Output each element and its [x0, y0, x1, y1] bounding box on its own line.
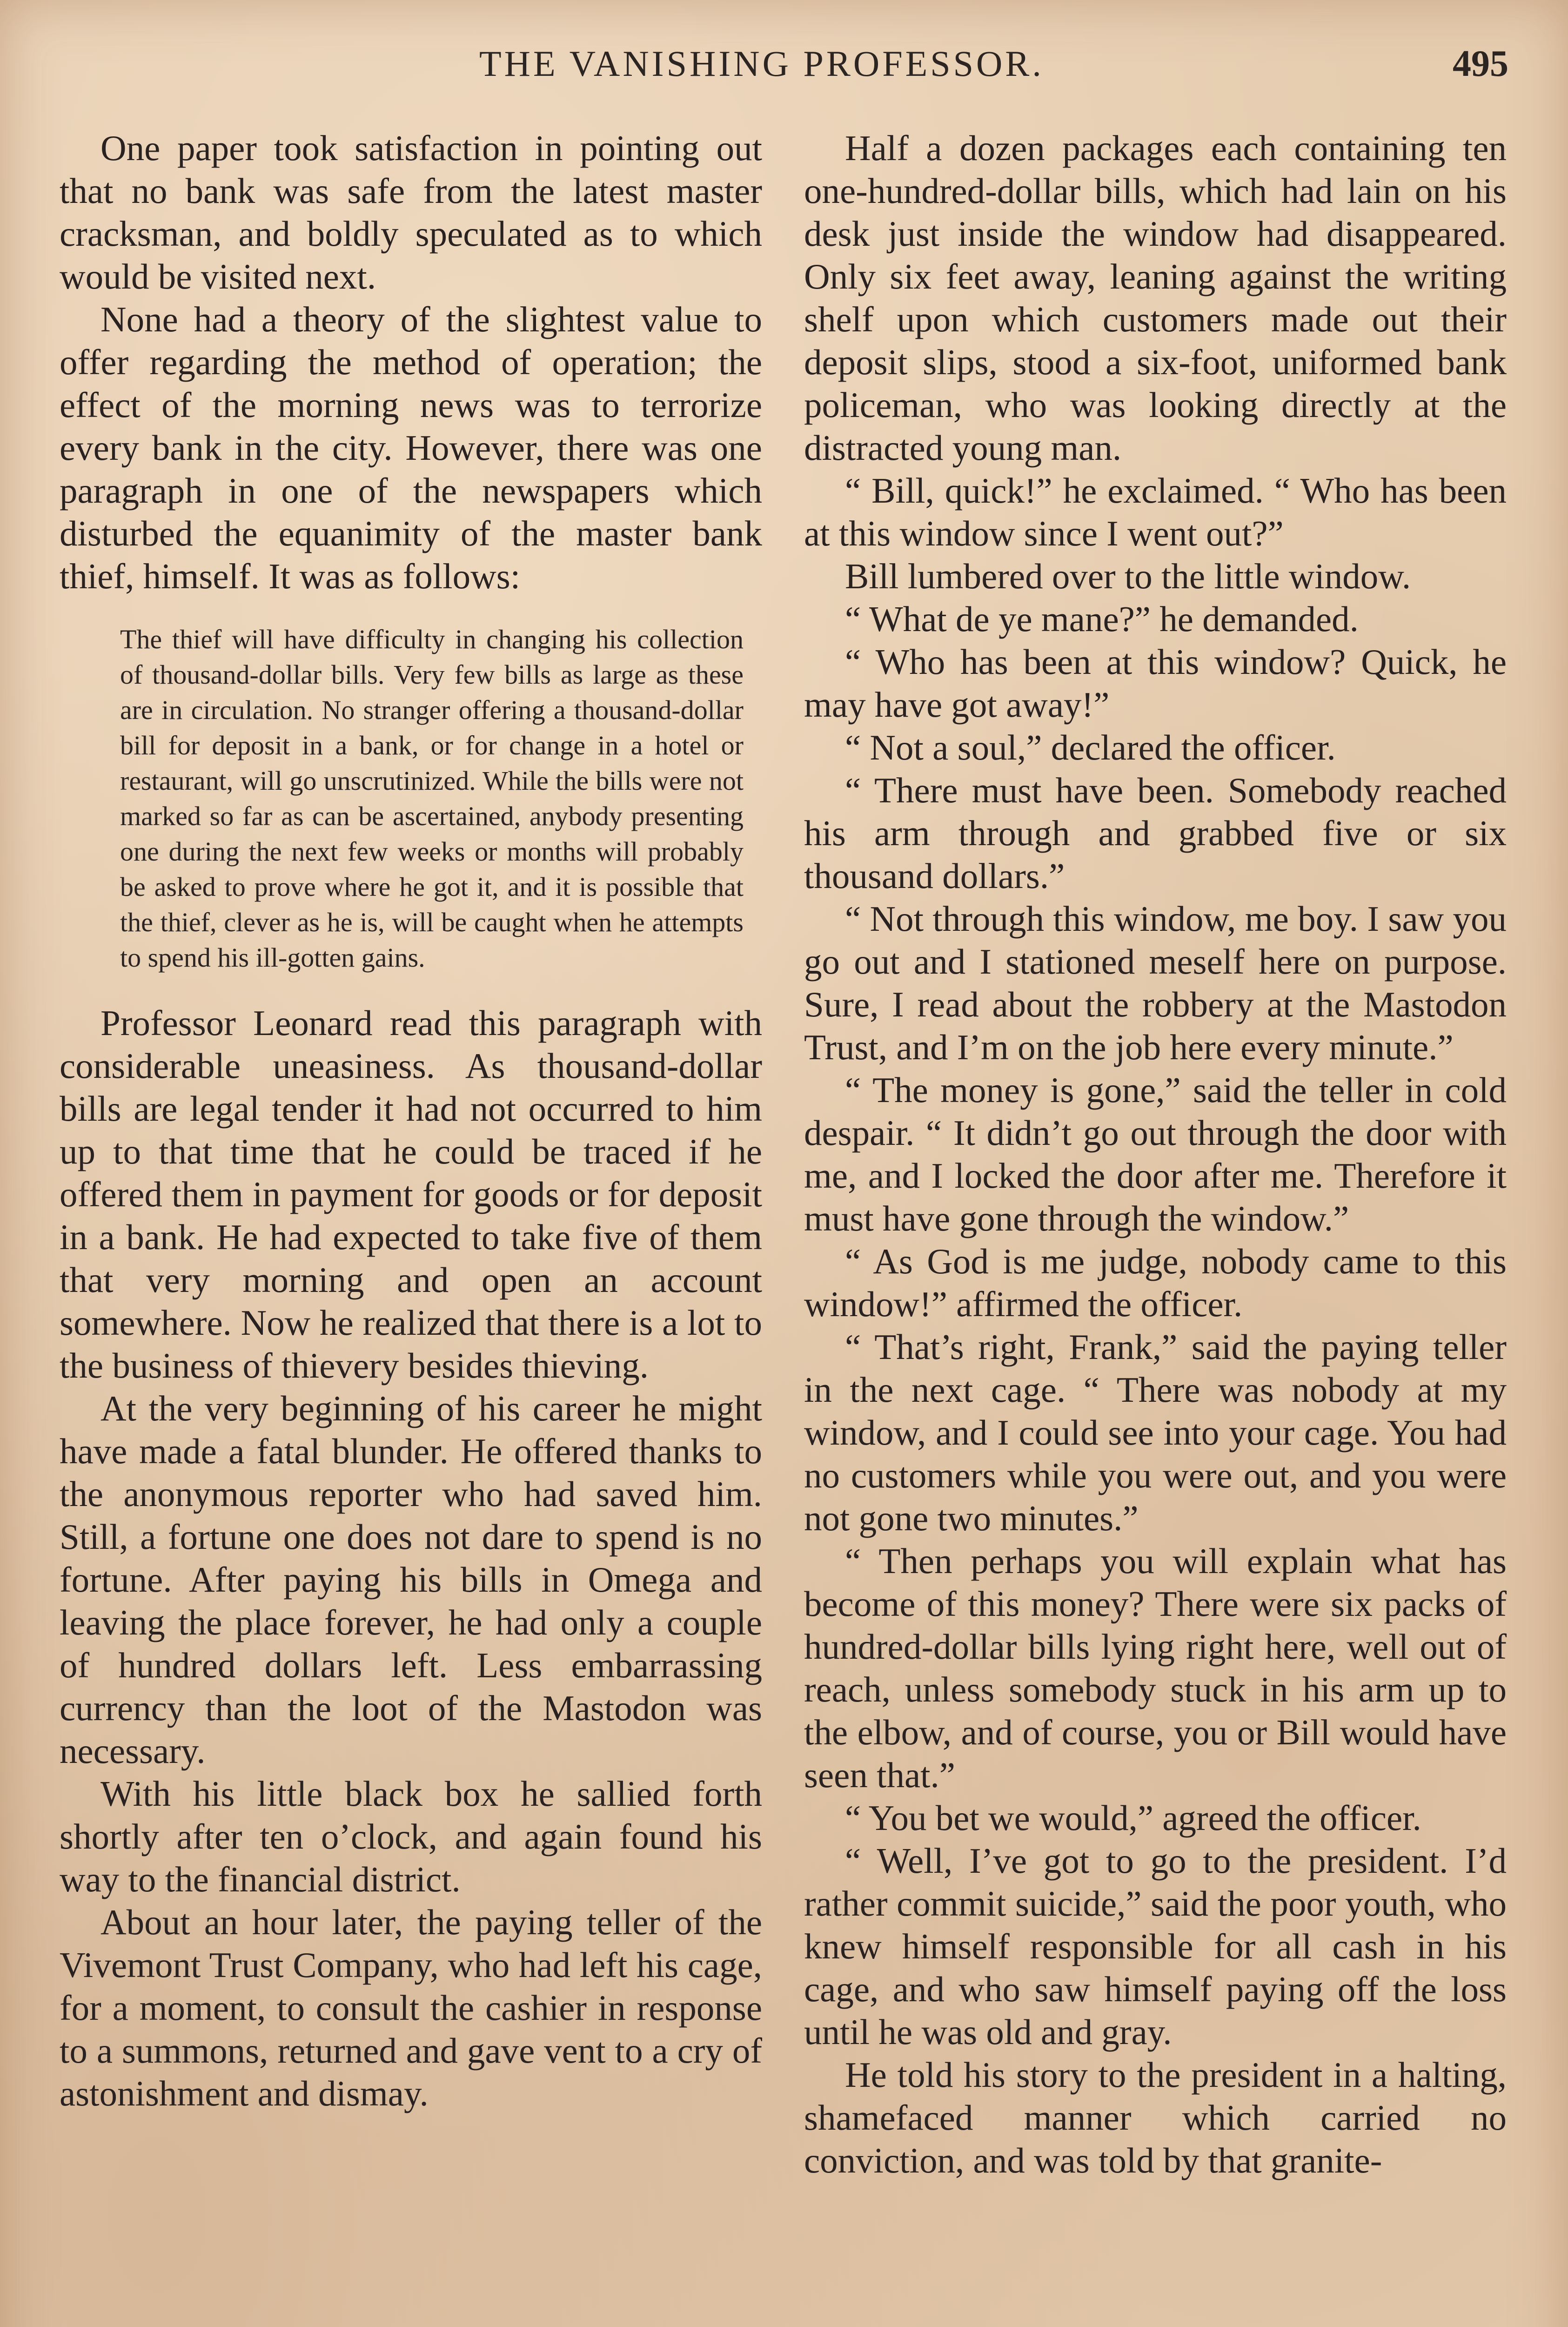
paragraph: “ Who has been at this window? Quick, he may have got away!” [804, 642, 1507, 725]
paragraph: With his little black box he sallied forth shortly after ten o’clock, and again found his way to the financial district. [60, 1774, 762, 1899]
paragraph: Half a dozen packages each containing ten one-hundred-dollar bills, which had lain on his desk just inside the window had disappeared. Only six feet away, leaning against the writing shelf upon which customers made out their deposit slips, stood a six-foot, uniformed bank policeman, who was looking directly at the distracted young man. [804, 128, 1507, 468]
left-column [60, 127, 762, 2115]
right-column [804, 127, 1507, 2182]
paragraph: “ Not a soul,” declared the officer. [845, 727, 1336, 767]
paragraph: “ Well, I’ve got to go to the president. I’d rather commit suicide,” said the poor youth, who knew himself responsible for all cash in his cage, and who saw himself paying off the loss until he was old and gray. [804, 1841, 1507, 2052]
running-title: THE VANISHING PROFESSOR. [479, 43, 1044, 84]
paragraph: “ Not through this window, me boy. I saw you go out and I stationed meself here on purpose. Sure, I read about the robbery at the Mastodon Trust, and I’m on the job here every minute.” [804, 899, 1507, 1067]
paragraph: “ Bill, quick!” he exclaimed. “ Who has been at this window since I went out?” [804, 471, 1507, 553]
page-number: 495 [1453, 43, 1508, 84]
paragraph: “ Then perhaps you will explain what has become of this money? There were six packs of hundred-dollar bills lying right here, well out of reach, unless somebody stuck in his arm up to the elbow, and of course, you or Bill would have seen that.” [804, 1541, 1507, 1795]
paragraph: He told his story to the president in a halting, shamefaced manner which carried no conviction, and was told by that granite- [804, 2055, 1507, 2180]
paragraph: Professor Leonard read this paragraph with considerable uneasiness. As thousand-dollar bills are legal tender it had not occurred to him up to that time that he could be traced if he offered them in payment for goods or for deposit in a bank. He had expected to take five of them that very morning and open an account somewhere. Now he realized that there is a lot to the business of thievery besides thieving. [60, 1003, 762, 1385]
paragraph: One paper took satisfaction in pointing out that no bank was safe from the latest master cracksman, and boldly speculated as to which would be visited next. [60, 128, 762, 296]
paragraph: Bill lumbered over to the little window. [845, 556, 1411, 596]
paragraph: “ What de ye mane?” he demanded. [845, 599, 1359, 639]
paragraph: About an hour later, the paying teller of the Vivemont Trust Company, who had left his cage, for a moment, to consult the cashier in response to a summons, returned and gave vent to a cry of astonishment and dismay. [60, 1902, 762, 2113]
paragraph: None had a theory of the slightest value to offer regarding the method of operation; the effect of the morning news was to terrorize every bank in the city. However, there was one paragraph in one of the newspapers which disturbed the equanimity of the master bank thief, himself. It was as follows: [60, 299, 762, 596]
paragraph: “ That’s right, Frank,” said the paying teller in the next cage. “ There was nobody at my window, and I could see into your cage. You had no customers while you were out, and you were not gone two minutes.” [804, 1327, 1507, 1538]
paragraph: “ As God is me judge, nobody came to this window!” affirmed the officer. [804, 1241, 1507, 1324]
paragraph: At the very beginning of his career he might have made a fatal blunder. He offered thanks to the anonymous reporter who had saved him. Still, a fortune one does not dare to spend is no fortune. After paying his bills in Omega and leaving the place forever, he had only a couple of hundred dollars left. Less embarrassing currency than the loot of the Mastodon was necessary. [60, 1388, 762, 1771]
paragraph: “ You bet we would,” agreed the officer. [845, 1798, 1421, 1838]
paragraph: “ There must have been. Somebody reached his arm through and grabbed five or six thousand dollars.” [804, 770, 1507, 896]
newspaper-quote: The thief will have difficulty in changing his collection of thousand-dollar bills. Very few bills as large as these are in circulation. No stranger offering a thousand-dollar bill for deposit in a bank, or for change in a hotel or restaurant, will go unscrutinized. While the bills were not marked so far as can be ascertained, anybody presenting one during the next few weeks or months will probably be asked to prove where he got it, and it is possible that the thief, clever as he is, will be caught when he attempts to spend his ill-gotten gains. [120, 624, 744, 973]
paragraph: “ The money is gone,” said the teller in cold despair. “ It didn’t go out through the door with me, and I locked the door after me. Therefore it must have gone through the window.” [804, 1070, 1507, 1238]
